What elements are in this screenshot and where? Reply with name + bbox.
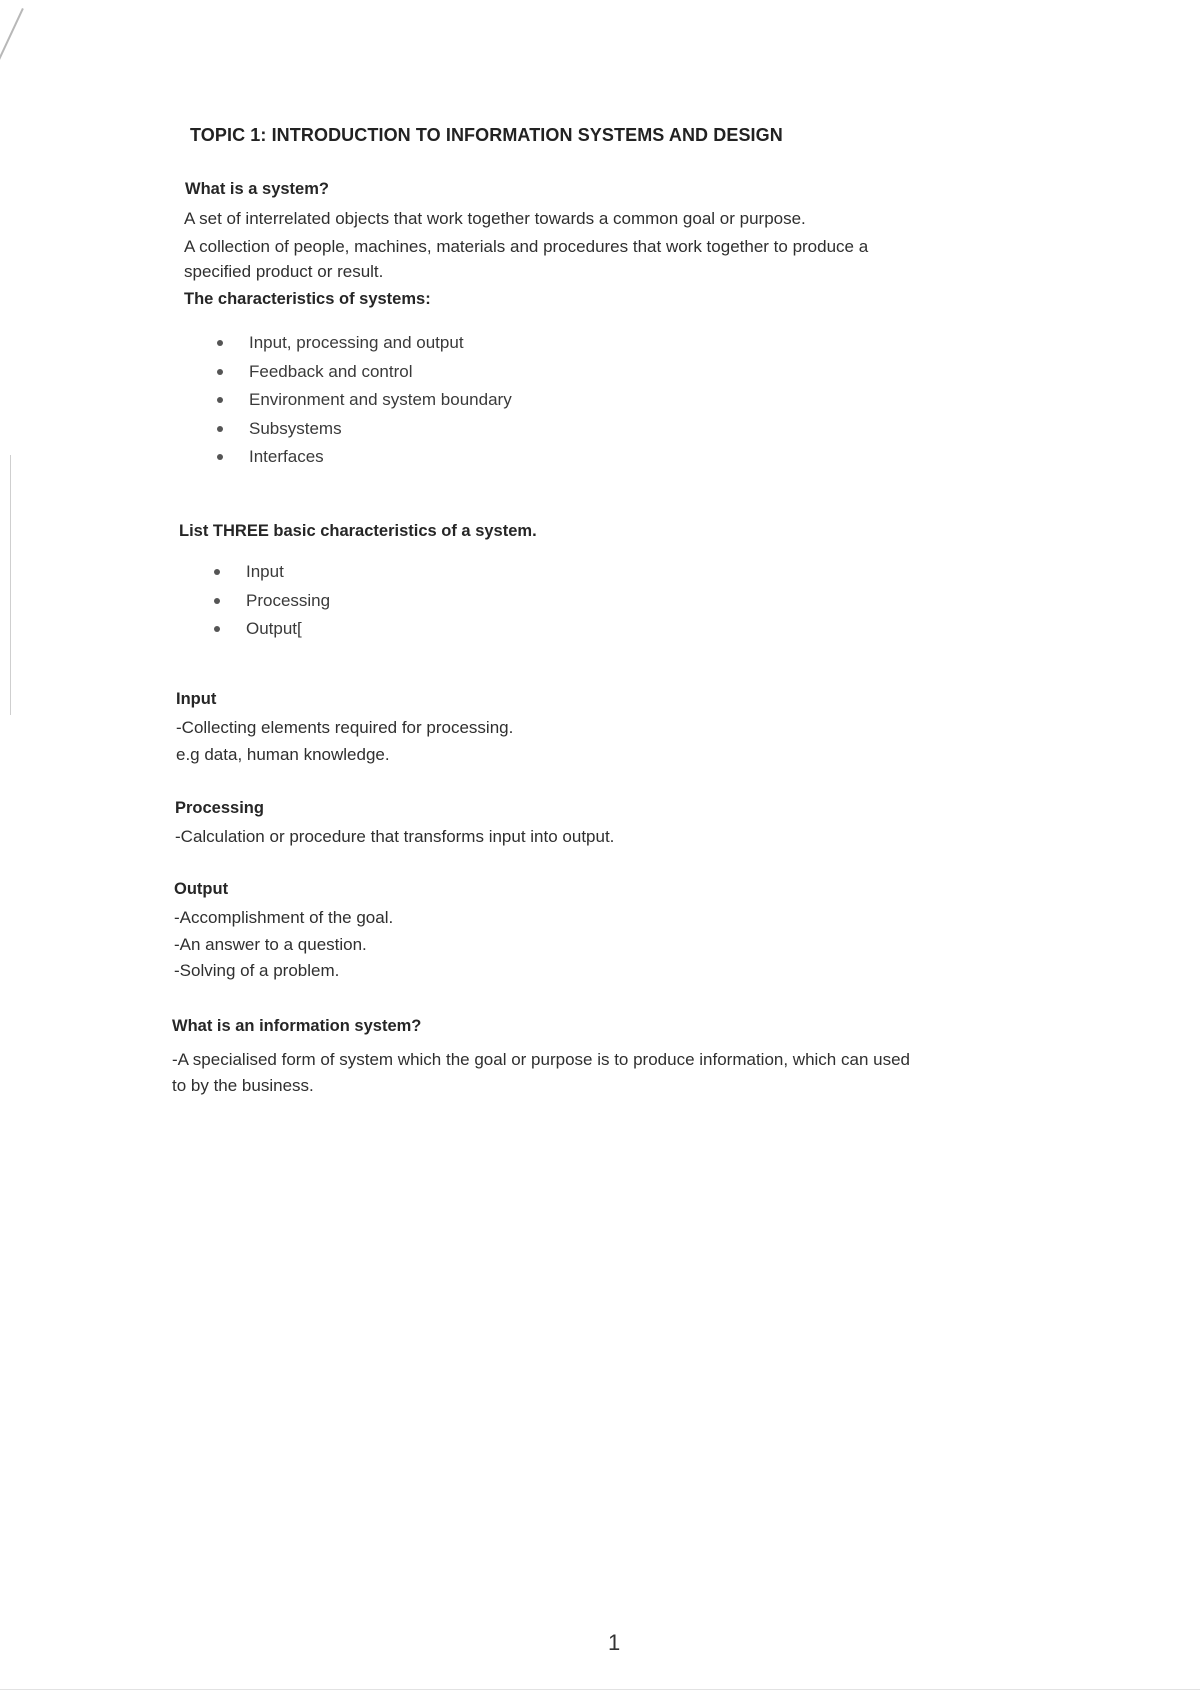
system-definition-line-2: A collection of people, machines, materials and procedures that work together to produce a: [184, 237, 869, 256]
list-item: Input, processing and output: [217, 332, 512, 361]
bullet-icon: [217, 397, 223, 403]
output-description-line-3: -Solving of a problem.: [174, 961, 340, 980]
bullet-icon: [217, 369, 223, 375]
bullet-icon: [214, 569, 220, 575]
list-item: Environment and system boundary: [217, 389, 512, 418]
section-heading-what-is-system: What is a system?: [185, 180, 329, 198]
section-heading-output: Output: [174, 880, 229, 898]
system-definition-line-3: specified product or result.: [184, 262, 384, 281]
information-system-line-1: -A specialised form of system which the goal or purpose is to produce information, which can used: [172, 1050, 910, 1069]
output-description-line-2: -An answer to a question.: [174, 935, 367, 954]
system-definition-line-1: A set of interrelated objects that work together towards a common goal or purpose.: [184, 209, 806, 228]
page-title: TOPIC 1: INTRODUCTION TO INFORMATION SYSTEMS AND DESIGN: [190, 125, 783, 145]
processing-description-line-1: -Calculation or procedure that transforms input into output.: [175, 827, 615, 846]
section-heading-list-three: List THREE basic characteristics of a system.: [179, 522, 537, 540]
list-item: Output[: [214, 618, 330, 647]
section-heading-input: Input: [176, 690, 217, 708]
bullet-icon: [214, 598, 220, 604]
input-description-line-1: -Collecting elements required for processing.: [176, 718, 514, 737]
list-item: Subsystems: [217, 418, 512, 447]
bullet-icon: [214, 626, 220, 632]
list-item: Processing: [214, 590, 330, 619]
page-number: 1: [608, 1630, 621, 1655]
input-description-line-2: e.g data, human knowledge.: [176, 745, 390, 764]
three-characteristics-list: [214, 561, 330, 647]
section-heading-characteristics: The characteristics of systems:: [184, 290, 431, 308]
list-item: Input: [214, 561, 330, 590]
section-heading-information-system: What is an information system?: [172, 1017, 422, 1035]
section-heading-processing: Processing: [175, 799, 264, 817]
bullet-icon: [217, 340, 223, 346]
output-description-line-1: -Accomplishment of the goal.: [174, 908, 394, 927]
bullet-icon: [217, 426, 223, 432]
characteristics-list: [217, 332, 512, 475]
bullet-icon: [217, 454, 223, 460]
information-system-line-2: to by the business.: [172, 1076, 314, 1095]
list-item: Feedback and control: [217, 361, 512, 390]
list-item: Interfaces: [217, 446, 512, 475]
